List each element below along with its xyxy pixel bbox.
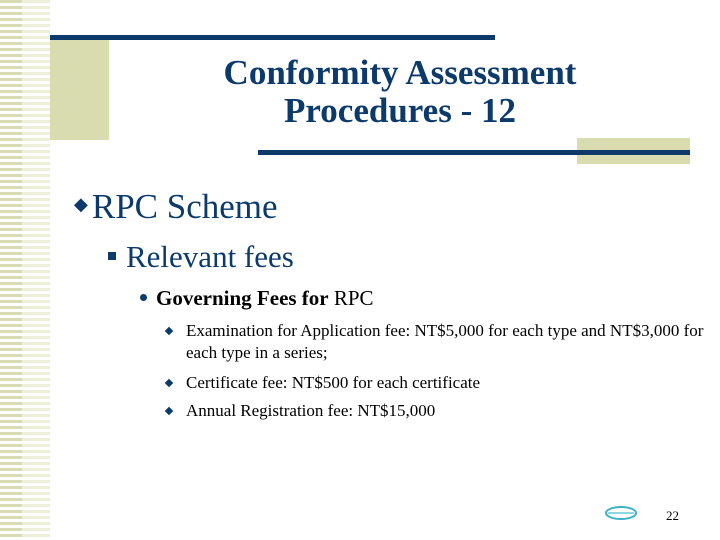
bullet-level4-text: Annual Registration fee: NT$15,000 (186, 401, 436, 420)
page-number: 22 (666, 508, 679, 523)
bullet-level2-text: Relevant fees (126, 239, 294, 274)
bullet-level3-bold-text: Governing Fees for (156, 286, 329, 310)
title-accent-box (50, 38, 109, 140)
square-bullet-icon (108, 252, 116, 260)
diamond-bullet-icon (165, 379, 173, 387)
bullet-level1 (74, 184, 278, 227)
title-top-rule (50, 35, 495, 40)
bullet-level4-item (166, 372, 706, 394)
diamond-bullet-icon (165, 327, 173, 335)
slide-title-line2: Procedures - 12 (284, 91, 516, 130)
title-bottom-rule (258, 150, 690, 155)
left-stripe-decoration-inner (22, 0, 50, 540)
bullet-level4-item (166, 400, 706, 422)
bullet-level4-item (166, 320, 706, 364)
slide-title-line1: Conformity Assessment (223, 53, 577, 92)
bullet-level3-text: RPC (328, 286, 374, 310)
diamond-bullet-icon: ◆ (74, 194, 88, 214)
bullet-level3 (140, 285, 374, 311)
logo-icon (604, 505, 638, 521)
bullet-level4-text: Examination for Application fee: NT$5,000 for each type and NT$3,000 for each type in a series; (186, 321, 704, 362)
bullet-level2 (108, 239, 294, 275)
bullet-level1-text: RPC Scheme (91, 187, 278, 226)
left-stripe-decoration (0, 0, 22, 540)
slide-title (140, 54, 660, 130)
diamond-bullet-icon (165, 407, 173, 415)
circle-bullet-icon (140, 294, 147, 301)
bullet-level4-text: Certificate fee: NT$500 for each certificate (186, 373, 481, 392)
